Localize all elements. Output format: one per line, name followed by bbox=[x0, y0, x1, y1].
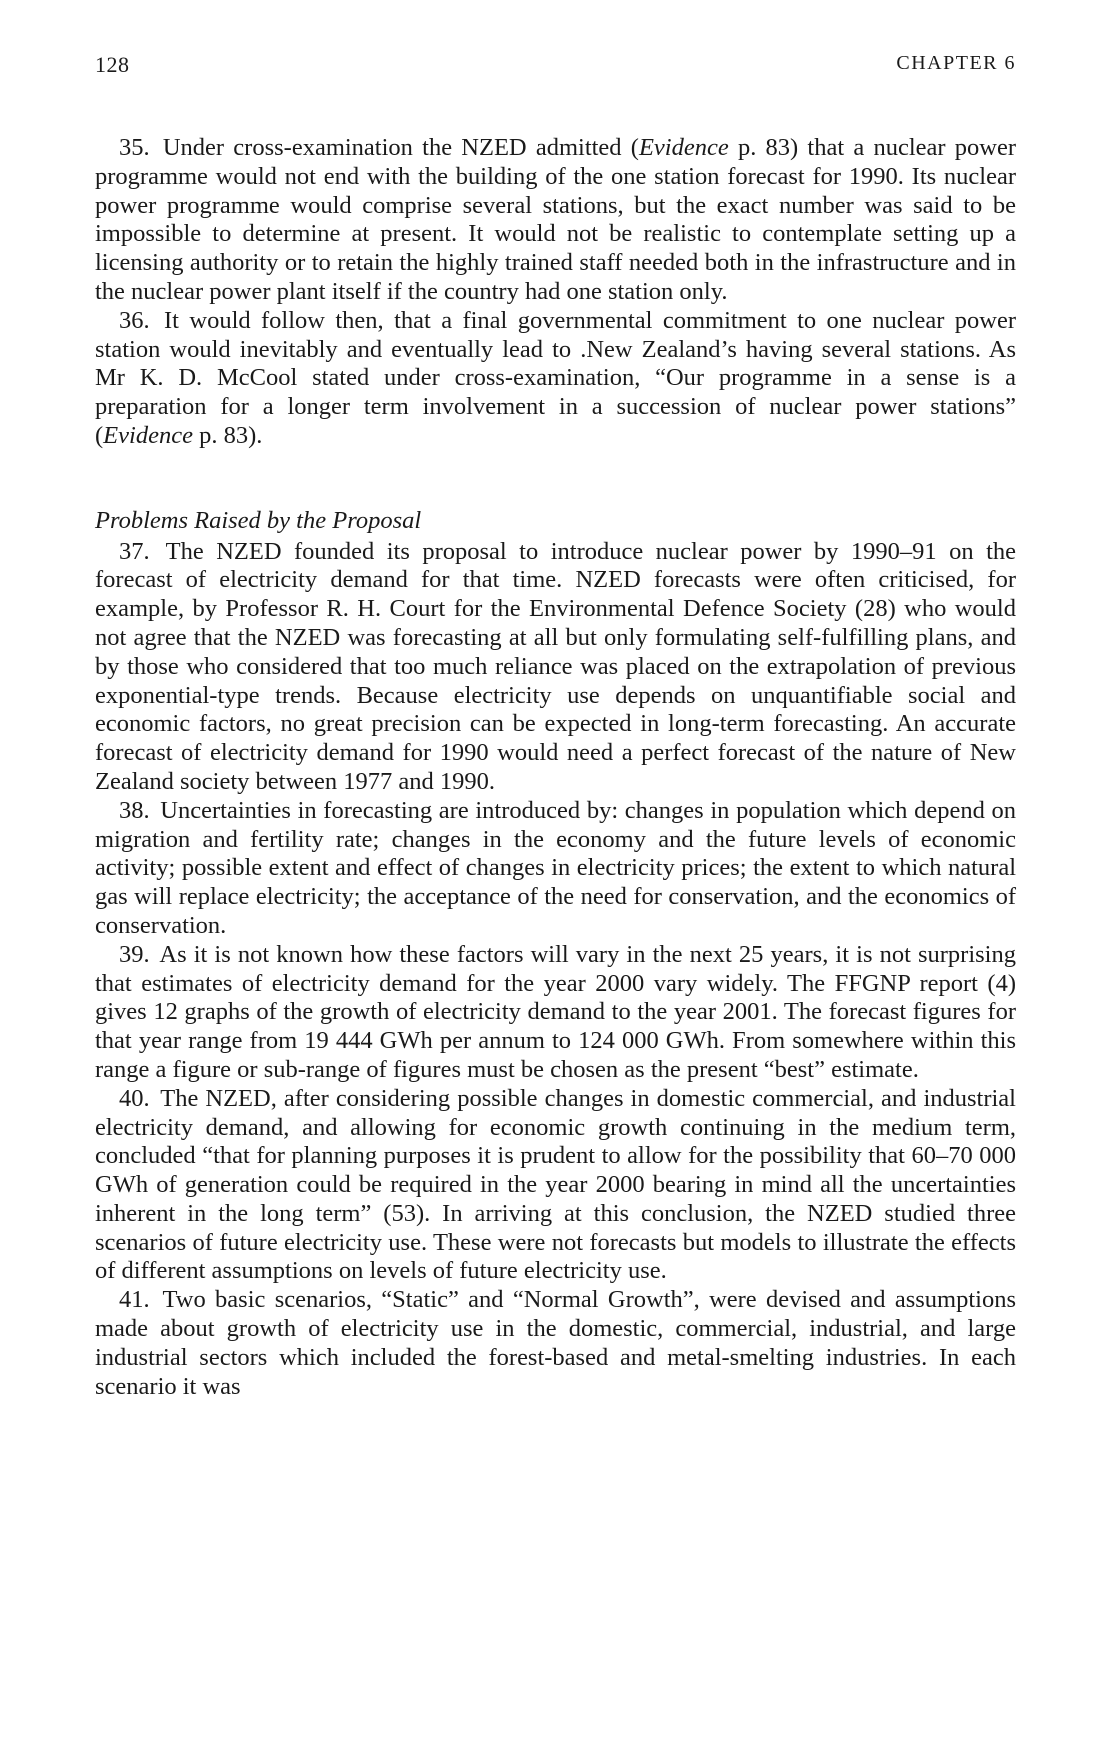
paragraph-39 bbox=[95, 941, 1016, 1085]
paragraph-text: p. 83) that a nuclear power programme would not end with the building of the one station forecast for 1990. Its nuclear power programme would comprise several stations, but the exact number was said to be impossible to determine at present. It would not be realistic to contemplate setting up a licensing authority or to retain the highly trained staff needed both in the infrastructure and in the nuclear power plant itself if the country had one station only. bbox=[95, 134, 1016, 305]
paragraph-number: 39. bbox=[119, 940, 150, 968]
paragraph-number: 35. bbox=[119, 134, 150, 161]
paragraph-number: 37. bbox=[119, 537, 150, 565]
paragraph-text: Uncertainties in forecasting are introduced by: changes in population which depend on migration and fertility rate; changes in the economy and the future levels of economic activity; possible extent and effect of changes in electricity prices; the extent to which natural gas will replace electricity; the acceptance of the need for conservation, and the economics of conservation. bbox=[95, 796, 1017, 939]
section-heading: Problems Raised by the Proposal bbox=[95, 506, 422, 534]
italic-evidence: Evidence bbox=[638, 134, 729, 161]
paragraph-35 bbox=[95, 134, 1016, 307]
page-number: 128 bbox=[95, 52, 130, 77]
paragraph-text: p. 83). bbox=[192, 421, 263, 449]
paragraph-text: The NZED founded its proposal to introduce nuclear power by 1990–91 on the forecast of electricity demand for that time. NZED forecasts were often criticised, for example, by Professor R. H. Court for the Environmental Defence Society (28) who would not agree that the NZED was forecasting at all but only formulating self-fulfilling plans, and by those who considered that too much reliance was placed on the extrapolation of previous exponential-type trends. Because electricity use depends on unquantifiable social and economic factors, no great precision can be expected in long-term forecasting. An accurate forecast of electricity demand for 1990 would need a perfect forecast of the nature of New Zealand society between 1977 and 1990. bbox=[95, 537, 1016, 795]
body-text bbox=[95, 134, 1016, 1401]
paragraph-37 bbox=[95, 538, 1016, 797]
paragraph-text: The NZED, after considering possible changes in domestic commercial, and industrial electricity demand, and allowing for economic growth continuing in the medium term, concluded “that for planning purposes it is prudent to allow for the possibility that 60–70 000 GWh of generation could be required in the year 2000 bearing in mind all the uncertainties inherent in the long term” (53). In arriving at this conclusion, the NZED studied three scenarios of future electricity use. These were not forecasts but models to illustrate the effects of different assumptions on levels of future electricity use. bbox=[95, 1084, 1016, 1285]
paragraph-text: As it is not known how these factors will vary in the next 25 years, it is not surprising that estimates of electricity demand for the year 2000 vary widely. The FFGNP report (4) gives 12 graphs of the growth of electricity demand to the year 2001. The forecast figures for that year range from 19 444 GWh per annum to 124 000 GWh. From somewhere within this range a figure or sub-range of figures must be chosen as the present “best” estimate. bbox=[95, 940, 1016, 1083]
paragraph-number: 40. bbox=[119, 1084, 150, 1112]
paragraph-text: It would follow then, that a final governmental commitment to one nuclear power station would inevitably and eventually lead to .New Zealand’s having several stations. As Mr K. D. McCool stated under cross-examination, “Our programme in a sense is a preparation for a longer term involvement in a succession of nuclear power stations” ( bbox=[95, 306, 1016, 449]
paragraph-36 bbox=[95, 307, 1016, 451]
paragraph-number: 41. bbox=[119, 1286, 150, 1314]
paragraph-41 bbox=[95, 1286, 1016, 1401]
running-head bbox=[95, 52, 1016, 88]
paragraph-number: 36. bbox=[119, 306, 150, 334]
chapter-label: CHAPTER 6 bbox=[896, 52, 1016, 74]
paragraph-text: Two basic scenarios, “Static” and “Normal Growth”, were devised and assumptions made about growth of electricity use in the domestic, commercial, industrial, and large industrial sectors which included the forest-based and metal-smelting industries. In each scenario it was bbox=[95, 1286, 1017, 1400]
paragraph-text: Under cross-examination the NZED admitted ( bbox=[162, 134, 639, 161]
italic-evidence: Evidence bbox=[103, 421, 193, 449]
paragraph-number: 38. bbox=[119, 796, 150, 824]
paragraph-38 bbox=[95, 797, 1016, 941]
paragraph-40 bbox=[95, 1085, 1016, 1287]
